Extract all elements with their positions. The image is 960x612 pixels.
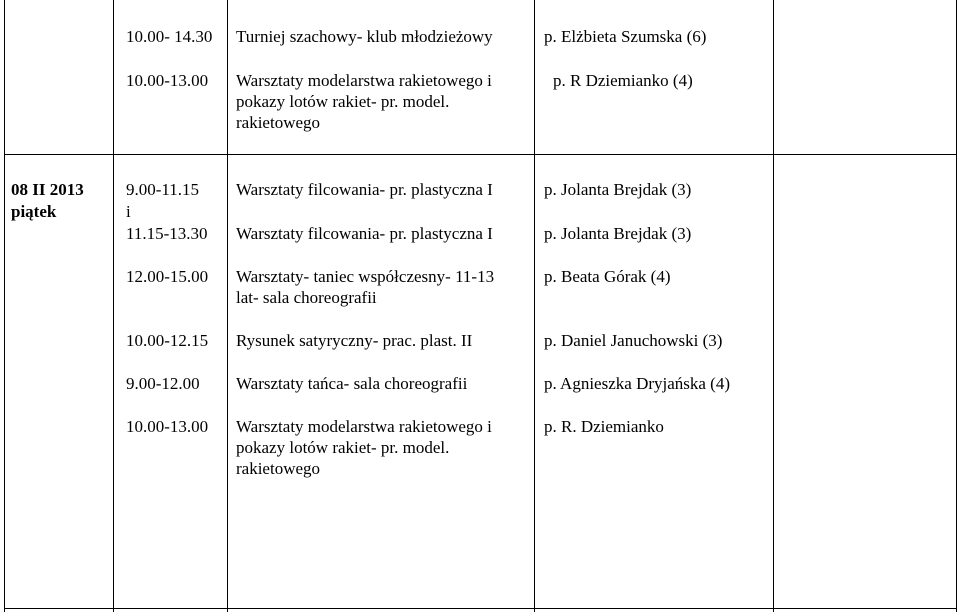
- column-divider: [773, 0, 774, 612]
- event-cell: Rysunek satyryczny- prac. plast. II: [236, 331, 473, 350]
- event-line: Warsztaty modelarstwa rakietowego i: [236, 417, 492, 436]
- event-line: rakietowego: [236, 459, 321, 478]
- weekday-cell: piątek: [11, 202, 57, 221]
- person-cell: p. R. Dziemianko: [544, 417, 664, 436]
- person-cell: p. Daniel Januchowski (3): [544, 331, 723, 350]
- column-divider: [4, 0, 5, 612]
- time-cell: 10.00-13.00: [126, 71, 209, 90]
- column-divider: [534, 0, 535, 612]
- time-cell: 10.00- 14.30: [126, 27, 213, 46]
- person-cell: p. Jolanta Brejdak (3): [544, 180, 692, 199]
- event-line: Warsztaty- taniec współczesny- 11-13: [236, 267, 495, 286]
- time-cell: 10.00-13.00: [126, 417, 209, 436]
- event-line: pokazy lotów rakiet- pr. model.: [236, 92, 450, 111]
- time-cell: 11.15-13.30: [126, 224, 208, 243]
- event-line: rakietowego: [236, 113, 321, 132]
- time-cell: 9.00-11.15: [126, 180, 200, 199]
- person-cell: p. Agnieszka Dryjańska (4): [544, 374, 731, 393]
- date-cell: 08 II 2013: [11, 180, 84, 199]
- event-cell: Warsztaty tańca- sala choreografii: [236, 374, 468, 393]
- column-divider: [113, 0, 114, 612]
- event-cell: Turniej szachowy- klub młodzieżowy: [236, 27, 493, 46]
- event-line: pokazy lotów rakiet- pr. model.: [236, 438, 450, 457]
- event-line: Warsztaty modelarstwa rakietowego i: [236, 71, 492, 90]
- person-cell: p. R Dziemianko (4): [553, 71, 693, 90]
- column-divider: [956, 0, 957, 612]
- row-divider: [4, 154, 957, 155]
- time-cell: 10.00-12.15: [126, 331, 209, 350]
- column-divider: [227, 0, 228, 612]
- event-cell: Warsztaty filcowania- pr. plastyczna I: [236, 224, 493, 243]
- row-divider: [4, 608, 957, 609]
- event-line: lat- sala choreografii: [236, 288, 377, 307]
- person-cell: p. Beata Górak (4): [544, 267, 671, 286]
- person-cell: p. Elżbieta Szumska (6): [544, 27, 707, 46]
- person-cell: p. Jolanta Brejdak (3): [544, 224, 692, 243]
- time-cell: 9.00-12.00: [126, 374, 200, 393]
- time-cell: i: [126, 202, 131, 221]
- time-cell: 12.00-15.00: [126, 267, 209, 286]
- event-cell: Warsztaty filcowania- pr. plastyczna I: [236, 180, 493, 199]
